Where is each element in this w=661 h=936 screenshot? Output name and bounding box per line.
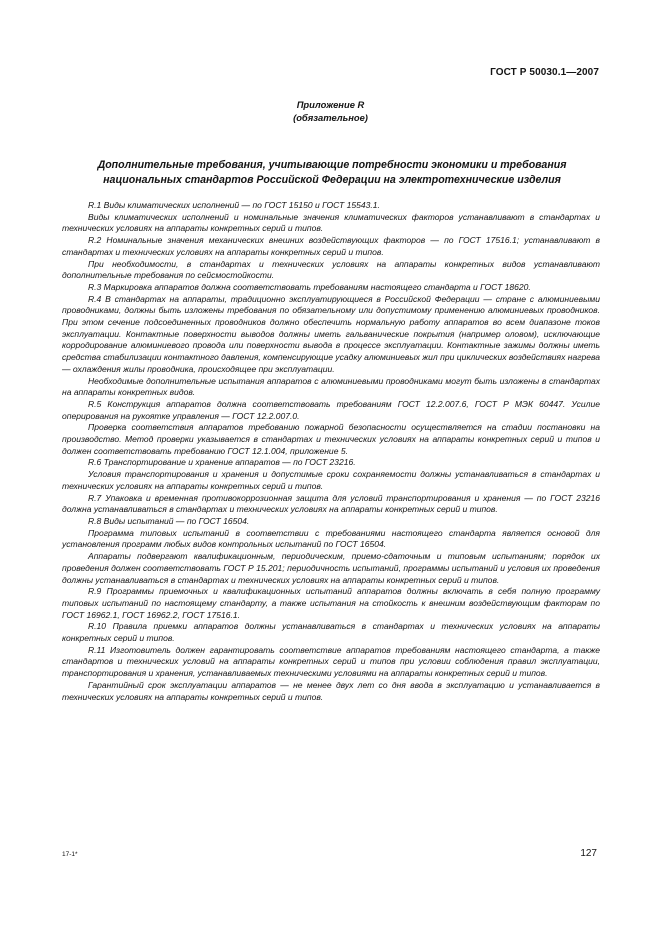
title-line-2: национальных стандартов Российской Федерации на электротехнические изделия [103,173,561,186]
paragraph-r4: R.4 В стандартах на аппараты, традиционно эксплуатирующиеся в Российской Федерации — стране с алюминиевыми проводниками, должны быть изложены требования по обязательному или допустимому применению алюминиевых проводников. При этом сечение подсоединенных проводников должно обеспечить нормальную работу аппаратов во всем диапазоне токов эксплуатации. Контактные поверхности выводов должны иметь гальванические покрытия (например оловом), исключающие корродирование алюминиевого провода или поверхности вывода в процессе эксплуатации. Контактные зажимы должны иметь средства стабилизации контактного давления, компенсирующие усадку алюминиевых жил при циклических воздействиях нагрева — охлаждения жилы проводника, происходящее при эксплуатации. [62,293,600,374]
footer-code: 17-1* [62,851,78,858]
paragraph-r3: R.3 Маркировка аппаратов должна соответствовать требованиям настоящего стандарта и ГОСТ 18620. [88,281,531,292]
paragraph: Условия транспортирования и хранения и допустимые сроки сохраняемости должны устанавливаться в стандартах и технических условиях на аппараты конкретных серий и типов. [62,469,600,491]
appendix-label: Приложение R [296,99,365,110]
paragraph-r1: R.1 Виды климатических исполнений — по ГОСТ 15150 и ГОСТ 15543.1. [88,200,380,210]
page-number: 127 [580,848,597,859]
appendix-status: (обязательное) [293,112,368,123]
body-text [62,200,600,703]
title-line-1: Дополнительные требования, учитывающие потребности экономики и требования [97,159,567,171]
paragraph-r9: R.9 Программы приемочных и квалификационных испытаний аппаратов должны включать в себя полную программу типовых испытаний по настоящему стандарту, а также испытания на стойкость к внешним воздействующим факторам по ГОСТ 16962.1, ГОСТ 16962.2, ГОСТ 17516.1. [62,586,600,620]
paragraph-r7: R.7 Упаковка и временная противокоррозионная защита для условий транспортирования и хранения — по ГОСТ 23216 должна устанавливаться в стандартах и технических условиях на аппараты конкретных серий и типов. [62,492,600,515]
appendix-title [60,158,604,187]
paragraph: Проверка соответствия аппаратов требованию пожарной безопасности осуществляется на стадии постановки на производство. Метод проверки указывается в стандартах и технических условиях на аппараты конкретных серий и типов и должен соответствовать требованию ГОСТ 12.1.004, приложение 5. [62,422,600,456]
paragraph: Виды климатических исполнений и номинальные значения климатических факторов устанавливают в стандартах и технических условиях на аппараты конкретных серий и типов. [62,211,600,234]
paragraph-r5: R.5 Конструкция аппаратов должна соответствовать требованиям ГОСТ 12.2.007.6, ГОСТ Р МЭК 60447. Усилие оперирования на рукоятке управления — ГОСТ 12.2.007.0. [62,398,600,421]
paragraph-r10: R.10 Правила приемки аппаратов должны устанавливаться в стандартах и технических условиях на аппараты конкретных серий и типов. [62,621,600,644]
paragraph: Программа типовых испытаний в соответствии с требованиями настоящего стандарта является основой для установления программ любых видов контрольных испытаний по ГОСТ 16504. [62,527,600,550]
paragraph: Гарантийный срок эксплуатации аппаратов — не менее двух лет со дня ввода в эксплуатацию и устанавливается в технических условиях на аппараты конкретных серий и типов. [62,679,600,702]
paragraph: Аппараты подвергают квалификационным, периодическим, приемо-сдаточным и типовым испытаниям; порядок их проведения должен соответствовать ГОСТ Р 15.201; периодичность испытаний, программы испытаний и условия их проведения должны устанавливаться в стандартах и технических условиях на аппараты конкретных серий и типов. [62,551,600,585]
paragraph-r11: R.11 Изготовитель должен гарантировать соответствие аппаратов требованиям настоящего стандарта, а также стандартов и технических условий на аппараты конкретных серий и типов при условии соблюдения правил эксплуатации, транспортирования и хранения, устанавливаемых техническими условиями на аппараты конкретных серий и типов. [62,644,600,679]
paragraph-r2: R.2 Номинальные значения механических внешних воздействующих факторов — по ГОСТ 17516.1; устанавливают в стандартах и технических условиях на аппараты конкретных серий и типов. [62,235,600,257]
paragraph-r8: R.8 Виды испытаний — по ГОСТ 16504. [88,515,250,526]
document-code: ГОСТ Р 50030.1—2007 [490,67,599,78]
paragraph-r6: R.6 Транспортирование и хранение аппаратов — по ГОСТ 23216. [88,457,356,468]
appendix-heading [0,98,661,124]
paragraph: Необходимые дополнительные испытания аппаратов с алюминиевыми проводниками могут быть изложены в стандартах на аппараты конкретных видов. [62,375,600,398]
paragraph: При необходимости, в стандартах и технических условиях на аппараты конкретных видов устанавливают дополнительные требования по сейсмостойкости. [62,258,600,281]
